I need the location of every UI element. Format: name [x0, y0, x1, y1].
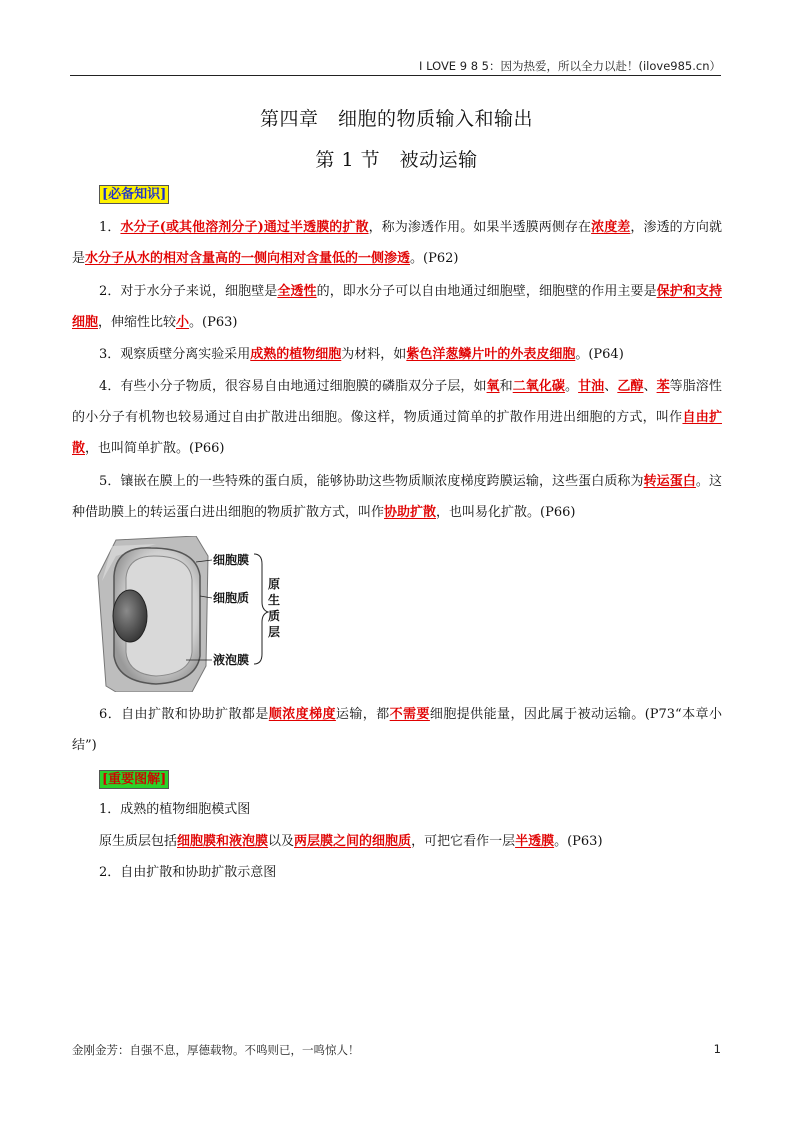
brace-char: 生	[268, 593, 281, 607]
brace-char: 质	[268, 609, 281, 623]
knowledge-tag: [必备知识]	[99, 185, 169, 204]
keyword: 二氧化碳	[512, 379, 566, 394]
chapter-title: 第四章 细胞的物质输入和输出	[259, 108, 533, 130]
keyword: 半透膜	[515, 834, 555, 849]
keyword: 顺浓度梯度	[268, 707, 336, 722]
keyword: 转运蛋白	[643, 474, 696, 489]
paragraph-3: 3．观察质壁分离实验采用成熟的植物细胞为材料，如紫色洋葱鳞片叶的外表皮细胞。(P64)	[99, 347, 624, 362]
keyword: 保护和支持细胞	[72, 284, 722, 330]
page-header: I LOVE 9 8 5：因为热爱，所以全力以赴！(ilove985.cn）	[419, 59, 721, 73]
keyword: 不需要	[389, 707, 430, 722]
keyword: 氧	[486, 379, 500, 394]
page-number: 1	[713, 1042, 721, 1056]
list-item-1: 1．成熟的植物细胞模式图	[99, 802, 251, 817]
paragraph-6: 6．自由扩散和协助扩散都是顺浓度梯度运输，都不需要细胞提供能量，因此属于被动运输。(P73“本章小结”)	[72, 707, 722, 753]
section-title: 第 1 节 被动运输	[315, 149, 478, 171]
keyword: 小	[176, 315, 190, 330]
diagram-tag: [重要图解]	[99, 770, 169, 789]
brace-char: 原	[268, 577, 281, 591]
plant-cell-figure	[96, 536, 286, 692]
footer-motto: 金刚金芳：自强不息，厚德载物。不鸣则已，一鸣惊人！	[72, 1043, 360, 1057]
label-cytoplasm: 细胞质	[213, 591, 250, 605]
label-cell-membrane: 细胞膜	[213, 553, 250, 567]
paragraph-2: 2．对于水分子来说，细胞壁是全透性的，即水分子可以自由地通过细胞壁，细胞壁的作用主要是保护和支持细胞，伸缩性比较小。(P63)	[72, 284, 722, 330]
paragraph-1: 1．水分子(或其他溶剂分子)通过半透膜的扩散，称为渗透作用。如果半透膜两侧存在浓度差，渗透的方向就是水分子从水的相对含量高的一侧向相对含量低的一侧渗透。(P62)	[72, 220, 722, 266]
keyword: 全透性	[277, 284, 317, 299]
keyword: 自由扩散	[72, 410, 722, 456]
keyword: 乙醇	[617, 379, 644, 394]
keyword: 两层膜之间的细胞质	[294, 834, 412, 849]
brace	[254, 554, 268, 664]
keyword: 甘油	[578, 379, 605, 394]
keyword: 紫色洋葱鳞片叶的外表皮细胞	[406, 347, 576, 362]
keyword: 水分子(或其他溶剂分子)通过半透膜的扩散	[120, 220, 369, 235]
keyword: 水分子从水的相对含量高的一侧向相对含量低的一侧渗透	[85, 251, 411, 266]
keyword: 苯	[656, 379, 670, 394]
nucleus	[113, 590, 147, 642]
paragraph-5: 5．镶嵌在膜上的一些特殊的蛋白质，能够协助这些物质顺浓度梯度跨膜运输，这些蛋白质称为转运蛋白。这种借助膜上的转运蛋白进出细胞的物质扩散方式，叫作协助扩散，也叫易化扩散。(P66)	[72, 474, 722, 520]
header-divider	[70, 75, 721, 76]
brace-char: 层	[268, 625, 281, 639]
keyword: 细胞膜和液泡膜	[177, 834, 269, 849]
list-item-protoplast: 原生质层包括细胞膜和液泡膜以及两层膜之间的细胞质，可把它看作一层半透膜。(P63)	[99, 834, 603, 849]
paragraph-4: 4．有些小分子物质，很容易自由地通过细胞膜的磷脂双分子层，如氧和二氧化碳。甘油、乙醇、苯等脂溶性的小分子有机物也较易通过自由扩散进出细胞。像这样，物质通过简单的扩散作用进出细胞的方式，叫作自由扩散，也叫简单扩散。(P66)	[72, 379, 722, 456]
list-item-2: 2．自由扩散和协助扩散示意图	[99, 865, 277, 880]
keyword: 协助扩散	[384, 505, 437, 520]
label-vacuole-membrane: 液泡膜	[213, 653, 250, 667]
keyword: 成熟的植物细胞	[250, 347, 342, 362]
keyword: 浓度差	[591, 220, 631, 235]
